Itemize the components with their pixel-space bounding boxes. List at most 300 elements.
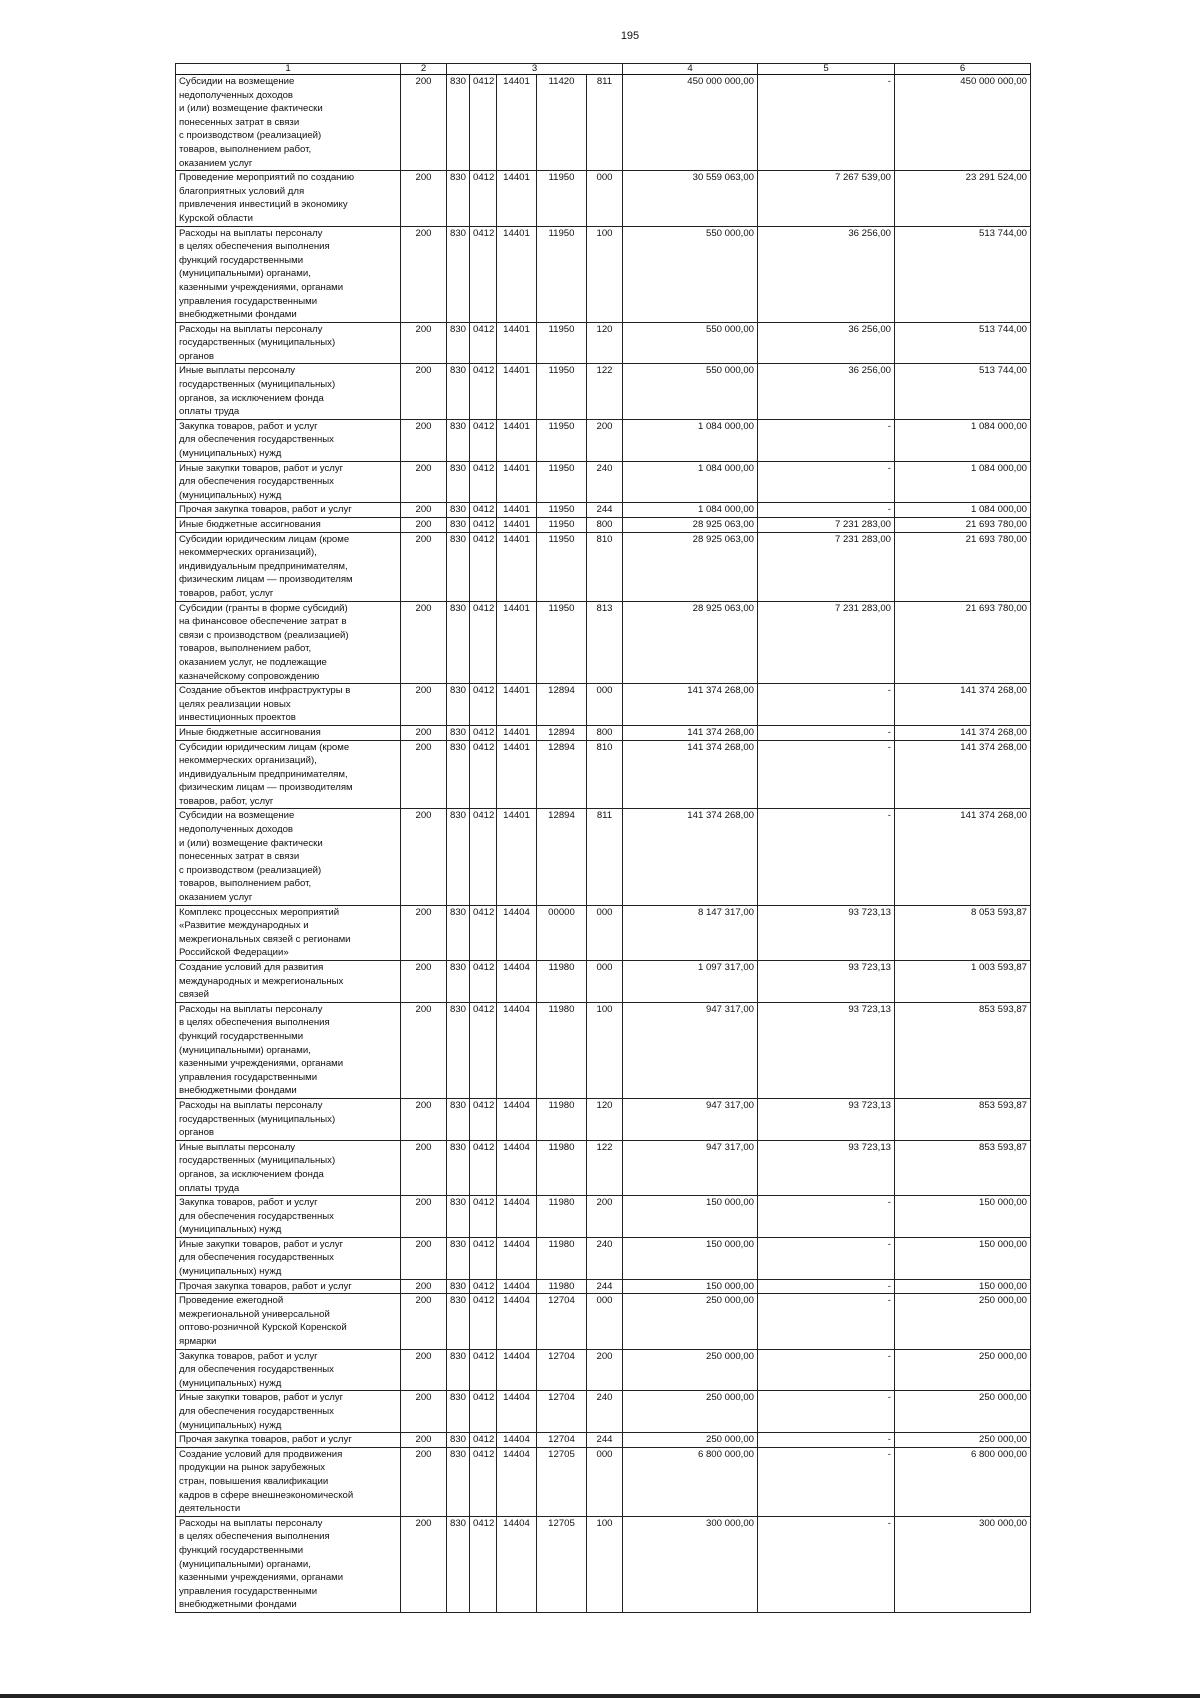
- row-code-cell: 200: [401, 226, 447, 322]
- row-target-code-cell: 11980: [537, 1237, 587, 1279]
- table-row: [176, 740, 1031, 809]
- row-remaining-amount-cell: 250 000,00: [895, 1391, 1031, 1433]
- row-executed-amount-cell: 36 256,00: [758, 226, 895, 322]
- row-approved-amount-cell: 947 317,00: [623, 1098, 758, 1140]
- row-expense-type-cell: 200: [587, 1349, 623, 1391]
- row-section-code-cell: 0412: [470, 1433, 497, 1448]
- row-target-code-cell: 11950: [537, 503, 587, 518]
- row-executed-amount-cell: -: [758, 1294, 895, 1349]
- row-executed-amount-cell: 93 723,13: [758, 1140, 895, 1195]
- row-section-code-cell: 0412: [470, 1196, 497, 1238]
- row-expense-type-cell: 122: [587, 364, 623, 419]
- row-section-code-cell: 0412: [470, 961, 497, 1003]
- row-executed-amount-cell: 7 231 283,00: [758, 518, 895, 533]
- table-row: [176, 461, 1031, 503]
- row-program-code-cell: 14404: [497, 1196, 537, 1238]
- row-approved-amount-cell: 947 317,00: [623, 1002, 758, 1098]
- row-remaining-amount-cell: 1 003 593,87: [895, 961, 1031, 1003]
- row-target-code-cell: 11420: [537, 75, 587, 171]
- row-name-cell: Иные бюджетные ассигнования: [176, 725, 401, 740]
- row-executed-amount-cell: 7 231 283,00: [758, 601, 895, 684]
- row-name-cell: Прочая закупка товаров, работ и услуг: [176, 503, 401, 518]
- row-target-code-cell: 11980: [537, 1196, 587, 1238]
- row-target-code-cell: 11980: [537, 1002, 587, 1098]
- row-admin-code-cell: 830: [447, 419, 470, 461]
- row-remaining-amount-cell: 1 084 000,00: [895, 503, 1031, 518]
- row-target-code-cell: 12704: [537, 1349, 587, 1391]
- row-name-cell: Субсидии юридическим лицам (кроме некоммерческих организаций), индивидуальным предпринимателям, физическим лицам — производителям товаров, работ, услуг: [176, 740, 401, 809]
- row-remaining-amount-cell: 150 000,00: [895, 1196, 1031, 1238]
- row-approved-amount-cell: 1 084 000,00: [623, 419, 758, 461]
- row-code-cell: 200: [401, 503, 447, 518]
- table-row: [176, 419, 1031, 461]
- row-admin-code-cell: 830: [447, 171, 470, 226]
- row-approved-amount-cell: 300 000,00: [623, 1516, 758, 1612]
- row-approved-amount-cell: 1 097 317,00: [623, 961, 758, 1003]
- table-row: [176, 226, 1031, 322]
- row-admin-code-cell: 830: [447, 322, 470, 364]
- row-name-cell: Расходы на выплаты персоналу государственных (муниципальных) органов: [176, 1098, 401, 1140]
- row-section-code-cell: 0412: [470, 1140, 497, 1195]
- row-target-code-cell: 11980: [537, 1098, 587, 1140]
- row-program-code-cell: 14404: [497, 1349, 537, 1391]
- table-row: [176, 75, 1031, 171]
- row-program-code-cell: 14401: [497, 518, 537, 533]
- row-admin-code-cell: 830: [447, 1002, 470, 1098]
- row-expense-type-cell: 811: [587, 75, 623, 171]
- row-executed-amount-cell: -: [758, 1279, 895, 1294]
- row-name-cell: Прочая закупка товаров, работ и услуг: [176, 1433, 401, 1448]
- row-admin-code-cell: 830: [447, 740, 470, 809]
- row-target-code-cell: 11950: [537, 171, 587, 226]
- row-section-code-cell: 0412: [470, 905, 497, 960]
- row-name-cell: Создание условий для продвижения продукции на рынок зарубежных стран, повышения квалификации кадров в сфере внешнеэкономической деятельности: [176, 1447, 401, 1516]
- row-code-cell: 200: [401, 1391, 447, 1433]
- row-expense-type-cell: 000: [587, 684, 623, 726]
- row-executed-amount-cell: -: [758, 725, 895, 740]
- table-row: [176, 1140, 1031, 1195]
- table-row: [176, 1002, 1031, 1098]
- table-row: [176, 1391, 1031, 1433]
- row-program-code-cell: 14404: [497, 1279, 537, 1294]
- row-executed-amount-cell: -: [758, 1349, 895, 1391]
- row-section-code-cell: 0412: [470, 226, 497, 322]
- row-remaining-amount-cell: 513 744,00: [895, 322, 1031, 364]
- row-executed-amount-cell: -: [758, 684, 895, 726]
- row-approved-amount-cell: 8 147 317,00: [623, 905, 758, 960]
- row-remaining-amount-cell: 21 693 780,00: [895, 532, 1031, 601]
- row-admin-code-cell: 830: [447, 532, 470, 601]
- row-name-cell: Создание объектов инфраструктуры в целях реализации новых инвестиционных проектов: [176, 684, 401, 726]
- row-admin-code-cell: 830: [447, 518, 470, 533]
- row-remaining-amount-cell: 150 000,00: [895, 1279, 1031, 1294]
- row-remaining-amount-cell: 250 000,00: [895, 1349, 1031, 1391]
- row-executed-amount-cell: -: [758, 809, 895, 905]
- table-row: [176, 1196, 1031, 1238]
- row-section-code-cell: 0412: [470, 518, 497, 533]
- table-body: [176, 75, 1031, 1613]
- row-program-code-cell: 14401: [497, 532, 537, 601]
- row-approved-amount-cell: 450 000 000,00: [623, 75, 758, 171]
- row-name-cell: Создание условий для развития международных и межрегиональных связей: [176, 961, 401, 1003]
- row-approved-amount-cell: 28 925 063,00: [623, 532, 758, 601]
- row-remaining-amount-cell: 141 374 268,00: [895, 740, 1031, 809]
- row-program-code-cell: 14401: [497, 226, 537, 322]
- row-program-code-cell: 14401: [497, 503, 537, 518]
- header-col-3: 3: [447, 64, 623, 75]
- row-expense-type-cell: 200: [587, 419, 623, 461]
- row-name-cell: Расходы на выплаты персоналу в целях обеспечения выполнения функций государственными (муниципальными) органами, казенными учреждениями, органами управления государственными внебюджетными фондами: [176, 226, 401, 322]
- row-code-cell: 200: [401, 1237, 447, 1279]
- row-section-code-cell: 0412: [470, 1237, 497, 1279]
- row-section-code-cell: 0412: [470, 740, 497, 809]
- row-executed-amount-cell: -: [758, 740, 895, 809]
- row-target-code-cell: 11980: [537, 961, 587, 1003]
- row-code-cell: 200: [401, 461, 447, 503]
- row-remaining-amount-cell: 141 374 268,00: [895, 725, 1031, 740]
- row-expense-type-cell: 244: [587, 1433, 623, 1448]
- row-approved-amount-cell: 1 084 000,00: [623, 503, 758, 518]
- row-admin-code-cell: 830: [447, 809, 470, 905]
- row-executed-amount-cell: -: [758, 503, 895, 518]
- row-section-code-cell: 0412: [470, 75, 497, 171]
- row-code-cell: 200: [401, 684, 447, 726]
- row-expense-type-cell: 244: [587, 1279, 623, 1294]
- header-col-6: 6: [895, 64, 1031, 75]
- row-expense-type-cell: 240: [587, 1391, 623, 1433]
- row-name-cell: Иные закупки товаров, работ и услуг для обеспечения государственных (муниципальных) нужд: [176, 1391, 401, 1433]
- table-row: [176, 601, 1031, 684]
- row-program-code-cell: 14401: [497, 684, 537, 726]
- row-name-cell: Закупка товаров, работ и услуг для обеспечения государственных (муниципальных) нужд: [176, 1349, 401, 1391]
- row-code-cell: 200: [401, 1279, 447, 1294]
- row-name-cell: Расходы на выплаты персоналу в целях обеспечения выполнения функций государственными (муниципальными) органами, казенными учреждениями, органами управления государственными внебюджетными фондами: [176, 1516, 401, 1612]
- row-executed-amount-cell: 93 723,13: [758, 905, 895, 960]
- row-expense-type-cell: 810: [587, 532, 623, 601]
- row-program-code-cell: 14404: [497, 1237, 537, 1279]
- row-executed-amount-cell: -: [758, 1433, 895, 1448]
- row-target-code-cell: 12894: [537, 684, 587, 726]
- row-executed-amount-cell: -: [758, 75, 895, 171]
- row-section-code-cell: 0412: [470, 461, 497, 503]
- row-program-code-cell: 14401: [497, 364, 537, 419]
- row-remaining-amount-cell: 513 744,00: [895, 364, 1031, 419]
- row-target-code-cell: 11950: [537, 322, 587, 364]
- row-name-cell: Расходы на выплаты персоналу в целях обеспечения выполнения функций государственными (муниципальными) органами, казенными учреждениями, органами управления государственными внебюджетными фондами: [176, 1002, 401, 1098]
- row-expense-type-cell: 122: [587, 1140, 623, 1195]
- row-approved-amount-cell: 28 925 063,00: [623, 518, 758, 533]
- table-row: [176, 364, 1031, 419]
- row-name-cell: Субсидии юридическим лицам (кроме некоммерческих организаций), индивидуальным предпринимателям, физическим лицам — производителям товаров, работ, услуг: [176, 532, 401, 601]
- row-code-cell: 200: [401, 1349, 447, 1391]
- row-approved-amount-cell: 141 374 268,00: [623, 740, 758, 809]
- table-row: [176, 905, 1031, 960]
- row-remaining-amount-cell: 853 593,87: [895, 1002, 1031, 1098]
- table-row: [176, 1447, 1031, 1516]
- table-row: [176, 322, 1031, 364]
- row-name-cell: Прочая закупка товаров, работ и услуг: [176, 1279, 401, 1294]
- row-admin-code-cell: 830: [447, 226, 470, 322]
- row-section-code-cell: 0412: [470, 725, 497, 740]
- row-name-cell: Проведение мероприятий по созданию благоприятных условий для привлечения инвестиций в экономику Курской области: [176, 171, 401, 226]
- row-remaining-amount-cell: 23 291 524,00: [895, 171, 1031, 226]
- row-expense-type-cell: 800: [587, 725, 623, 740]
- row-name-cell: Проведение ежегодной межрегиональной универсальной оптово-розничной Курской Коренской ярмарки: [176, 1294, 401, 1349]
- row-name-cell: Иные выплаты персоналу государственных (муниципальных) органов, за исключением фонда оплаты труда: [176, 1140, 401, 1195]
- row-section-code-cell: 0412: [470, 809, 497, 905]
- row-approved-amount-cell: 141 374 268,00: [623, 684, 758, 726]
- row-program-code-cell: 14404: [497, 1447, 537, 1516]
- row-expense-type-cell: 000: [587, 1294, 623, 1349]
- row-name-cell: Закупка товаров, работ и услуг для обеспечения государственных (муниципальных) нужд: [176, 1196, 401, 1238]
- row-name-cell: Иные закупки товаров, работ и услуг для обеспечения государственных (муниципальных) нужд: [176, 1237, 401, 1279]
- row-code-cell: 200: [401, 1098, 447, 1140]
- row-approved-amount-cell: 141 374 268,00: [623, 725, 758, 740]
- row-executed-amount-cell: -: [758, 1447, 895, 1516]
- row-section-code-cell: 0412: [470, 532, 497, 601]
- row-expense-type-cell: 244: [587, 503, 623, 518]
- row-admin-code-cell: 830: [447, 503, 470, 518]
- row-remaining-amount-cell: 513 744,00: [895, 226, 1031, 322]
- row-expense-type-cell: 100: [587, 1002, 623, 1098]
- table-row: [176, 1279, 1031, 1294]
- row-code-cell: 200: [401, 322, 447, 364]
- row-admin-code-cell: 830: [447, 461, 470, 503]
- row-target-code-cell: 11950: [537, 226, 587, 322]
- row-executed-amount-cell: -: [758, 1516, 895, 1612]
- row-executed-amount-cell: 7 231 283,00: [758, 532, 895, 601]
- row-section-code-cell: 0412: [470, 1447, 497, 1516]
- row-remaining-amount-cell: 1 084 000,00: [895, 461, 1031, 503]
- row-code-cell: 200: [401, 1516, 447, 1612]
- row-target-code-cell: 12705: [537, 1516, 587, 1612]
- table-row: [176, 532, 1031, 601]
- row-remaining-amount-cell: 150 000,00: [895, 1237, 1031, 1279]
- row-expense-type-cell: 000: [587, 171, 623, 226]
- row-approved-amount-cell: 141 374 268,00: [623, 809, 758, 905]
- row-expense-type-cell: 100: [587, 1516, 623, 1612]
- row-approved-amount-cell: 550 000,00: [623, 322, 758, 364]
- row-admin-code-cell: 830: [447, 1391, 470, 1433]
- row-name-cell: Закупка товаров, работ и услуг для обеспечения государственных (муниципальных) нужд: [176, 419, 401, 461]
- row-executed-amount-cell: 36 256,00: [758, 322, 895, 364]
- row-program-code-cell: 14401: [497, 809, 537, 905]
- table-row: [176, 1294, 1031, 1349]
- row-code-cell: 200: [401, 961, 447, 1003]
- row-code-cell: 200: [401, 740, 447, 809]
- row-code-cell: 200: [401, 75, 447, 171]
- row-remaining-amount-cell: 21 693 780,00: [895, 601, 1031, 684]
- row-expense-type-cell: 240: [587, 461, 623, 503]
- budget-table: [175, 63, 1031, 1613]
- row-approved-amount-cell: 550 000,00: [623, 226, 758, 322]
- row-program-code-cell: 14404: [497, 1098, 537, 1140]
- row-admin-code-cell: 830: [447, 75, 470, 171]
- row-approved-amount-cell: 947 317,00: [623, 1140, 758, 1195]
- row-program-code-cell: 14401: [497, 461, 537, 503]
- row-target-code-cell: 12894: [537, 740, 587, 809]
- row-name-cell: Субсидии (гранты в форме субсидий) на финансовое обеспечение затрат в связи с производством (реализацией) товаров, выполнением работ, оказанием услуг, не подлежащие казначейскому сопровождению: [176, 601, 401, 684]
- row-code-cell: 200: [401, 518, 447, 533]
- row-program-code-cell: 14401: [497, 322, 537, 364]
- row-approved-amount-cell: 550 000,00: [623, 364, 758, 419]
- header-col-4: 4: [623, 64, 758, 75]
- row-section-code-cell: 0412: [470, 1279, 497, 1294]
- row-admin-code-cell: 830: [447, 725, 470, 740]
- row-executed-amount-cell: -: [758, 419, 895, 461]
- row-remaining-amount-cell: 250 000,00: [895, 1433, 1031, 1448]
- row-executed-amount-cell: -: [758, 1196, 895, 1238]
- row-admin-code-cell: 830: [447, 1196, 470, 1238]
- row-admin-code-cell: 830: [447, 1516, 470, 1612]
- row-program-code-cell: 14401: [497, 75, 537, 171]
- header-col-1: 1: [176, 64, 401, 75]
- row-program-code-cell: 14401: [497, 740, 537, 809]
- row-program-code-cell: 14404: [497, 1516, 537, 1612]
- table-row: [176, 809, 1031, 905]
- row-approved-amount-cell: 150 000,00: [623, 1196, 758, 1238]
- row-section-code-cell: 0412: [470, 1002, 497, 1098]
- row-code-cell: 200: [401, 809, 447, 905]
- table-row: [176, 518, 1031, 533]
- row-admin-code-cell: 830: [447, 1237, 470, 1279]
- row-remaining-amount-cell: 21 693 780,00: [895, 518, 1031, 533]
- row-target-code-cell: 12705: [537, 1447, 587, 1516]
- table-row: [176, 1098, 1031, 1140]
- table-row: [176, 725, 1031, 740]
- row-remaining-amount-cell: 8 053 593,87: [895, 905, 1031, 960]
- table-row: [176, 961, 1031, 1003]
- row-code-cell: 200: [401, 532, 447, 601]
- row-admin-code-cell: 830: [447, 684, 470, 726]
- row-remaining-amount-cell: 1 084 000,00: [895, 419, 1031, 461]
- row-approved-amount-cell: 1 084 000,00: [623, 461, 758, 503]
- row-program-code-cell: 14404: [497, 1002, 537, 1098]
- row-code-cell: 200: [401, 1294, 447, 1349]
- row-approved-amount-cell: 6 800 000,00: [623, 1447, 758, 1516]
- row-remaining-amount-cell: 853 593,87: [895, 1140, 1031, 1195]
- table-row: [176, 684, 1031, 726]
- row-program-code-cell: 14404: [497, 961, 537, 1003]
- row-program-code-cell: 14404: [497, 1140, 537, 1195]
- row-section-code-cell: 0412: [470, 419, 497, 461]
- row-remaining-amount-cell: 141 374 268,00: [895, 684, 1031, 726]
- row-target-code-cell: 11950: [537, 419, 587, 461]
- row-code-cell: 200: [401, 1433, 447, 1448]
- table-row: [176, 1349, 1031, 1391]
- row-target-code-cell: 11980: [537, 1140, 587, 1195]
- row-executed-amount-cell: -: [758, 461, 895, 503]
- table-row: [176, 1516, 1031, 1612]
- row-target-code-cell: 12894: [537, 725, 587, 740]
- row-section-code-cell: 0412: [470, 1098, 497, 1140]
- row-section-code-cell: 0412: [470, 1349, 497, 1391]
- row-expense-type-cell: 811: [587, 809, 623, 905]
- row-remaining-amount-cell: 853 593,87: [895, 1098, 1031, 1140]
- row-approved-amount-cell: 250 000,00: [623, 1391, 758, 1433]
- row-target-code-cell: 12704: [537, 1433, 587, 1448]
- row-target-code-cell: 12704: [537, 1391, 587, 1433]
- row-code-cell: 200: [401, 364, 447, 419]
- row-approved-amount-cell: 250 000,00: [623, 1294, 758, 1349]
- row-target-code-cell: 00000: [537, 905, 587, 960]
- row-program-code-cell: 14404: [497, 1294, 537, 1349]
- row-approved-amount-cell: 150 000,00: [623, 1237, 758, 1279]
- row-admin-code-cell: 830: [447, 364, 470, 419]
- row-remaining-amount-cell: 141 374 268,00: [895, 809, 1031, 905]
- row-approved-amount-cell: 250 000,00: [623, 1433, 758, 1448]
- row-admin-code-cell: 830: [447, 1140, 470, 1195]
- row-approved-amount-cell: 150 000,00: [623, 1279, 758, 1294]
- row-approved-amount-cell: 250 000,00: [623, 1349, 758, 1391]
- row-admin-code-cell: 830: [447, 905, 470, 960]
- row-expense-type-cell: 240: [587, 1237, 623, 1279]
- row-target-code-cell: 11950: [537, 532, 587, 601]
- row-target-code-cell: 11950: [537, 601, 587, 684]
- row-target-code-cell: 11950: [537, 461, 587, 503]
- row-executed-amount-cell: 93 723,13: [758, 961, 895, 1003]
- row-name-cell: Иные закупки товаров, работ и услуг для обеспечения государственных (муниципальных) нужд: [176, 461, 401, 503]
- table-row: [176, 503, 1031, 518]
- row-expense-type-cell: 120: [587, 1098, 623, 1140]
- row-name-cell: Субсидии на возмещение недополученных доходов и (или) возмещение фактически понесенных затрат в связи с производством (реализацией) товаров, выполнением работ, оказанием услуг: [176, 75, 401, 171]
- row-name-cell: Иные бюджетные ассигнования: [176, 518, 401, 533]
- row-name-cell: Комплекс процессных мероприятий «Развитие международных и межрегиональных связей с регионами Российской Федерации»: [176, 905, 401, 960]
- row-section-code-cell: 0412: [470, 1294, 497, 1349]
- row-target-code-cell: 11950: [537, 518, 587, 533]
- row-executed-amount-cell: 93 723,13: [758, 1002, 895, 1098]
- row-admin-code-cell: 830: [447, 1447, 470, 1516]
- row-program-code-cell: 14404: [497, 1433, 537, 1448]
- row-expense-type-cell: 000: [587, 961, 623, 1003]
- row-section-code-cell: 0412: [470, 601, 497, 684]
- row-expense-type-cell: 800: [587, 518, 623, 533]
- row-executed-amount-cell: 7 267 539,00: [758, 171, 895, 226]
- row-target-code-cell: 12704: [537, 1294, 587, 1349]
- row-approved-amount-cell: 30 559 063,00: [623, 171, 758, 226]
- row-target-code-cell: 12894: [537, 809, 587, 905]
- row-remaining-amount-cell: 250 000,00: [895, 1294, 1031, 1349]
- row-code-cell: 200: [401, 1140, 447, 1195]
- row-name-cell: Субсидии на возмещение недополученных доходов и (или) возмещение фактически понесенных затрат в связи с производством (реализацией) товаров, выполнением работ, оказанием услуг: [176, 809, 401, 905]
- row-admin-code-cell: 830: [447, 961, 470, 1003]
- row-expense-type-cell: 000: [587, 1447, 623, 1516]
- row-admin-code-cell: 830: [447, 1098, 470, 1140]
- row-name-cell: Иные выплаты персоналу государственных (муниципальных) органов, за исключением фонда оплаты труда: [176, 364, 401, 419]
- table-row: [176, 1433, 1031, 1448]
- row-expense-type-cell: 120: [587, 322, 623, 364]
- row-admin-code-cell: 830: [447, 1349, 470, 1391]
- row-program-code-cell: 14404: [497, 1391, 537, 1433]
- table-row: [176, 1237, 1031, 1279]
- row-section-code-cell: 0412: [470, 364, 497, 419]
- row-admin-code-cell: 830: [447, 601, 470, 684]
- row-executed-amount-cell: 36 256,00: [758, 364, 895, 419]
- row-remaining-amount-cell: 300 000,00: [895, 1516, 1031, 1612]
- row-code-cell: 200: [401, 601, 447, 684]
- row-expense-type-cell: 810: [587, 740, 623, 809]
- row-executed-amount-cell: 93 723,13: [758, 1098, 895, 1140]
- row-admin-code-cell: 830: [447, 1433, 470, 1448]
- row-expense-type-cell: 100: [587, 226, 623, 322]
- page-number: 195: [620, 30, 640, 42]
- row-section-code-cell: 0412: [470, 171, 497, 226]
- header-col-5: 5: [758, 64, 895, 75]
- row-target-code-cell: 11950: [537, 364, 587, 419]
- row-section-code-cell: 0412: [470, 1391, 497, 1433]
- table-row: [176, 171, 1031, 226]
- row-remaining-amount-cell: 450 000 000,00: [895, 75, 1031, 171]
